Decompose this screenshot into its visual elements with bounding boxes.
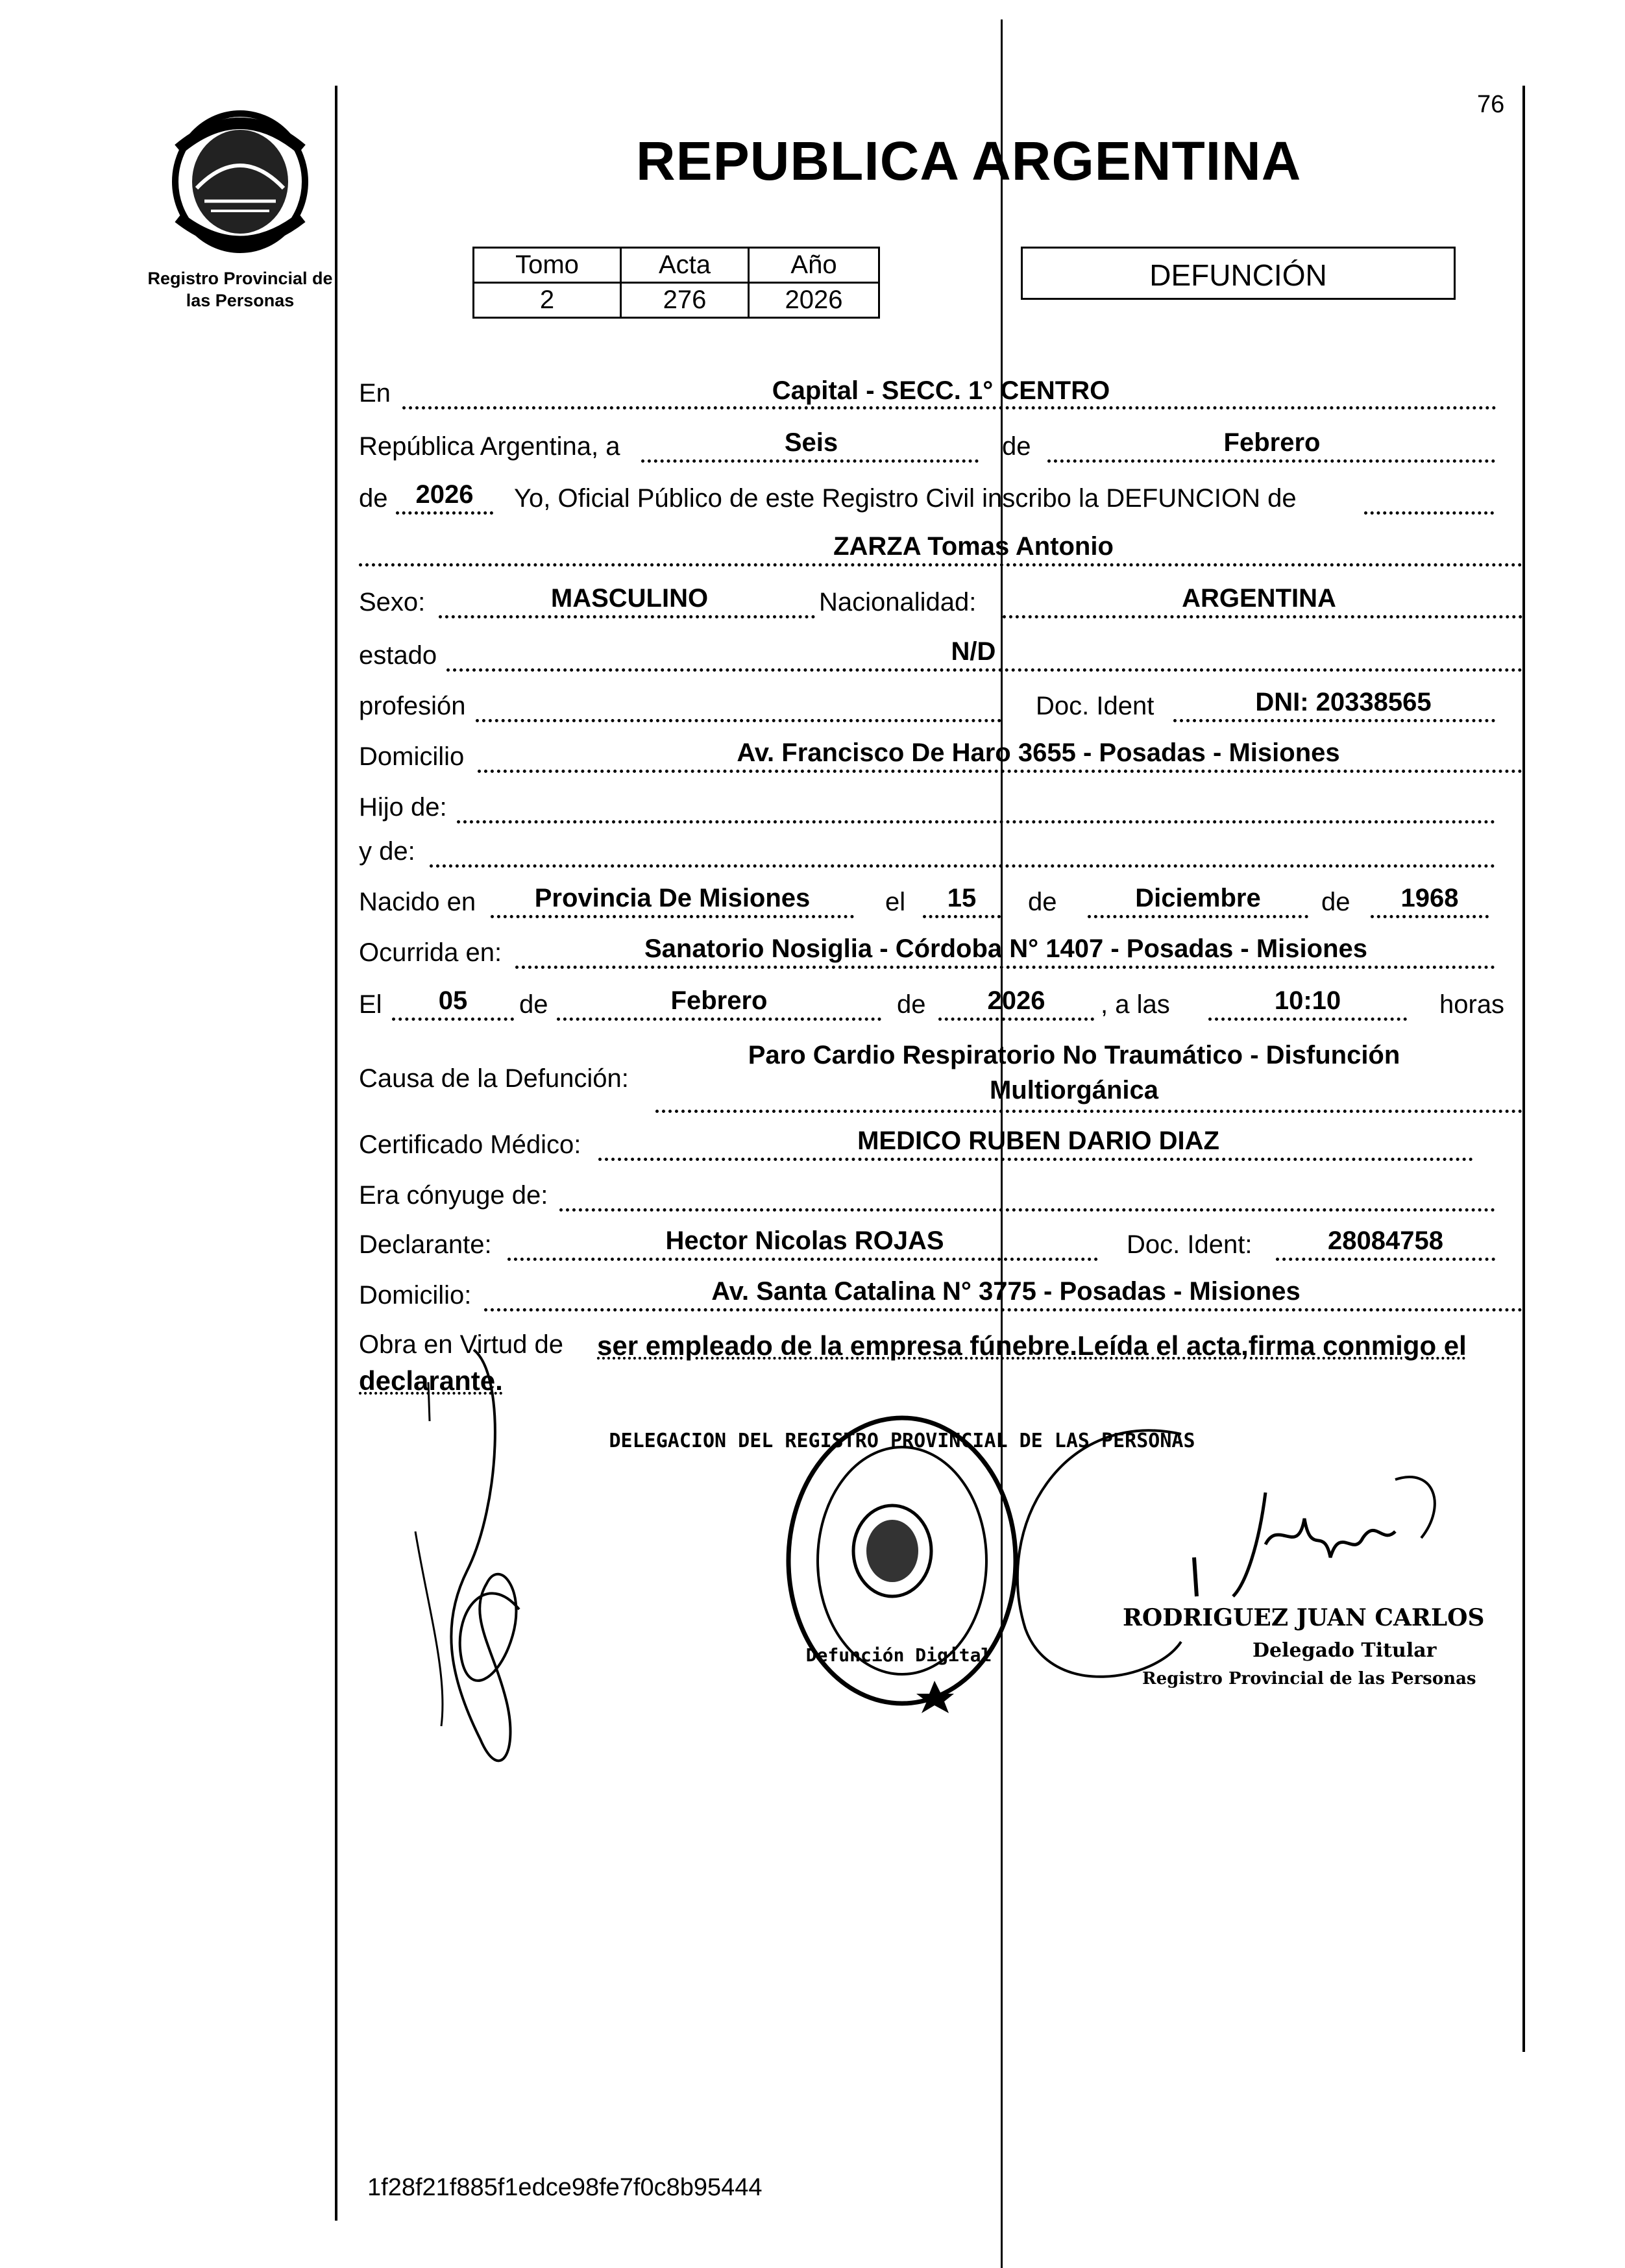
- label-inscribo: Yo, Oficial Público de este Registro Civil inscribo la DEFUNCION de: [514, 484, 1297, 513]
- label-de-mes-nac: de: [1028, 888, 1057, 916]
- label-el-dia: El: [359, 990, 382, 1019]
- label-declarante: Declarante:: [359, 1230, 492, 1259]
- value-documento: DNI: 20338565: [1255, 688, 1432, 716]
- org-name-line2: las Personas: [186, 291, 295, 310]
- dots-domicilio-declarante: [484, 1308, 1522, 1311]
- dots-inscribo: [1364, 511, 1494, 515]
- dots-hora-defuncion: [1208, 1018, 1407, 1021]
- value-obra-linea2: declarante.: [359, 1365, 503, 1396]
- label-hijo-de: Hijo de:: [359, 793, 447, 822]
- dots-lugar-defuncion: [515, 966, 1495, 969]
- page-title: REPUBLICA ARGENTINA: [636, 130, 1302, 191]
- value-certificado: MEDICO RUBEN DARIO DIAZ: [857, 1127, 1219, 1155]
- value-causa-linea1: Paro Cardio Respiratorio No Traumático - Disfunción: [748, 1041, 1400, 1069]
- province-seal-logo: [165, 104, 315, 260]
- registry-header-tomo: Tomo: [474, 248, 621, 283]
- dots-doc-declarante: [1276, 1258, 1495, 1261]
- value-mes-inscripcion: Febrero: [1223, 428, 1321, 457]
- value-mes-defuncion: Febrero: [670, 986, 768, 1015]
- dots-domicilio: [478, 770, 1522, 773]
- label-de-mes-def: de: [519, 990, 548, 1019]
- dots-mes-inscripcion: [1047, 459, 1495, 463]
- left-margin-line: [335, 86, 337, 2221]
- value-mes-nacimiento: Diciembre: [1135, 884, 1261, 912]
- label-nacido-en: Nacido en: [359, 888, 476, 916]
- dots-conyuge: [559, 1208, 1495, 1212]
- label-obra-virtud: Obra en Virtud de: [359, 1330, 564, 1359]
- value-dia-inscripcion: Seis: [784, 428, 838, 457]
- dots-anio-inscripcion: [396, 511, 493, 515]
- registry-table: [472, 247, 880, 319]
- label-conyuge: Era cónyuge de:: [359, 1181, 548, 1210]
- registry-value-row: [474, 283, 879, 318]
- dots-anio-defuncion: [938, 1018, 1094, 1021]
- dots-declarante: [507, 1258, 1098, 1261]
- dots-dia-nacimiento: [923, 915, 1001, 918]
- dots-difunto: [359, 563, 1522, 567]
- dots-anio-nacimiento: [1371, 915, 1489, 918]
- dots-mes-defuncion: [557, 1018, 881, 1021]
- registry-anio: 2026: [749, 283, 879, 318]
- official-name: RODRIGUEZ JUAN CARLOS: [1123, 1604, 1485, 1631]
- value-dia-defuncion: 05: [438, 986, 468, 1015]
- value-sexo: MASCULINO: [550, 584, 709, 613]
- label-ocurrida-en: Ocurrida en:: [359, 938, 502, 967]
- value-lugar: Capital - SECC. 1° CENTRO: [772, 376, 1110, 405]
- registry-header-acta: Acta: [621, 248, 749, 283]
- dots-estado: [446, 668, 1522, 672]
- right-margin-line: [1522, 86, 1525, 2052]
- dots-sexo: [439, 615, 815, 618]
- label-nacionalidad: Nacionalidad:: [819, 588, 977, 616]
- declarant-signature: [389, 1337, 584, 1791]
- page-number: 76: [1477, 91, 1505, 118]
- registry-tomo: 2: [474, 283, 621, 318]
- dots-mes-nacimiento: [1088, 915, 1308, 918]
- label-horas: horas: [1439, 990, 1505, 1019]
- value-anio-defuncion: 2026: [987, 986, 1045, 1015]
- label-de-anio-def: de: [897, 990, 926, 1019]
- label-de-anio-nac: de: [1321, 888, 1350, 916]
- value-difunto: ZARZA Tomas Antonio: [833, 532, 1114, 561]
- label-sexo: Sexo:: [359, 588, 426, 616]
- label-y-de: y de:: [359, 837, 415, 866]
- stamp-inner-text: Defunción Digital: [805, 1644, 992, 1666]
- dots-certificado: [598, 1158, 1473, 1161]
- org-name: [136, 267, 344, 311]
- value-estado: N/D: [951, 637, 996, 666]
- dots-profesion: [476, 719, 1001, 722]
- official-office: Registro Provincial de las Personas: [1142, 1669, 1476, 1689]
- dots-hijo-de: [457, 820, 1495, 823]
- dots-en: [402, 406, 1497, 409]
- dots-dia-inscripcion: [641, 459, 979, 463]
- document-hash: 1f28f21f885f1edce98fe7f0c8b95444: [367, 2174, 763, 2201]
- registry-header-anio: Año: [749, 248, 879, 283]
- value-domicilio-declarante: Av. Santa Catalina N° 3775 - Posadas - Misiones: [711, 1277, 1301, 1306]
- dots-lugar-nacimiento: [491, 915, 854, 918]
- dots-dia-defuncion: [392, 1018, 514, 1021]
- stamp-ring-text: DELEGACION DEL REGISTRO PROVINCIAL DE LAS PERSONAS: [609, 1430, 1195, 1452]
- value-obra-linea1: ser empleado de la empresa fúnebre.Leída el acta,firma conmigo el: [597, 1330, 1467, 1361]
- registry-acta: 276: [621, 283, 749, 318]
- label-certificado: Certificado Médico:: [359, 1130, 581, 1159]
- value-hora-defuncion: 10:10: [1274, 986, 1341, 1015]
- label-doc-ident-declarante: Doc. Ident:: [1127, 1230, 1252, 1259]
- value-lugar-defuncion: Sanatorio Nosiglia - Córdoba N° 1407 - Posadas - Misiones: [644, 934, 1368, 963]
- act-type-box: DEFUNCIÓN: [1021, 247, 1456, 300]
- value-anio-nacimiento: 1968: [1400, 884, 1459, 912]
- label-el: el: [885, 888, 906, 916]
- value-anio-inscripcion: 2026: [415, 480, 474, 509]
- official-title: Delegado Titular: [1252, 1639, 1437, 1662]
- label-en: En: [359, 379, 391, 408]
- dots-y-de: [430, 864, 1495, 868]
- value-lugar-nacimiento: Provincia De Misiones: [534, 884, 811, 912]
- registry-header-row: [474, 248, 879, 283]
- label-estado: estado: [359, 641, 437, 670]
- org-name-line1: Registro Provincial de: [147, 269, 333, 288]
- label-causa: Causa de la Defunción:: [359, 1064, 629, 1093]
- dots-nacionalidad: [1003, 615, 1522, 618]
- label-domicilio-declarante: Domicilio:: [359, 1281, 472, 1310]
- dots-causa: [655, 1110, 1522, 1113]
- value-dia-nacimiento: 15: [947, 884, 977, 912]
- dots-documento: [1173, 719, 1495, 722]
- value-nacionalidad: ARGENTINA: [1182, 584, 1336, 613]
- value-domicilio: Av. Francisco De Haro 3655 - Posadas - Misiones: [737, 738, 1340, 767]
- label-domicilio: Domicilio: [359, 742, 465, 771]
- label-de-anio: de: [359, 484, 388, 513]
- value-doc-declarante: 28084758: [1328, 1226, 1443, 1255]
- official-signature: [1188, 1467, 1460, 1609]
- value-causa-linea2: Multiorgánica: [989, 1076, 1159, 1104]
- label-doc-ident: Doc. Ident: [1036, 692, 1155, 720]
- label-profesion: profesión: [359, 692, 466, 720]
- label-republica: República Argentina, a: [359, 432, 620, 461]
- value-declarante: Hector Nicolas ROJAS: [665, 1226, 944, 1255]
- label-de-mes: de: [1002, 432, 1031, 461]
- label-a-las: , a las: [1101, 990, 1170, 1019]
